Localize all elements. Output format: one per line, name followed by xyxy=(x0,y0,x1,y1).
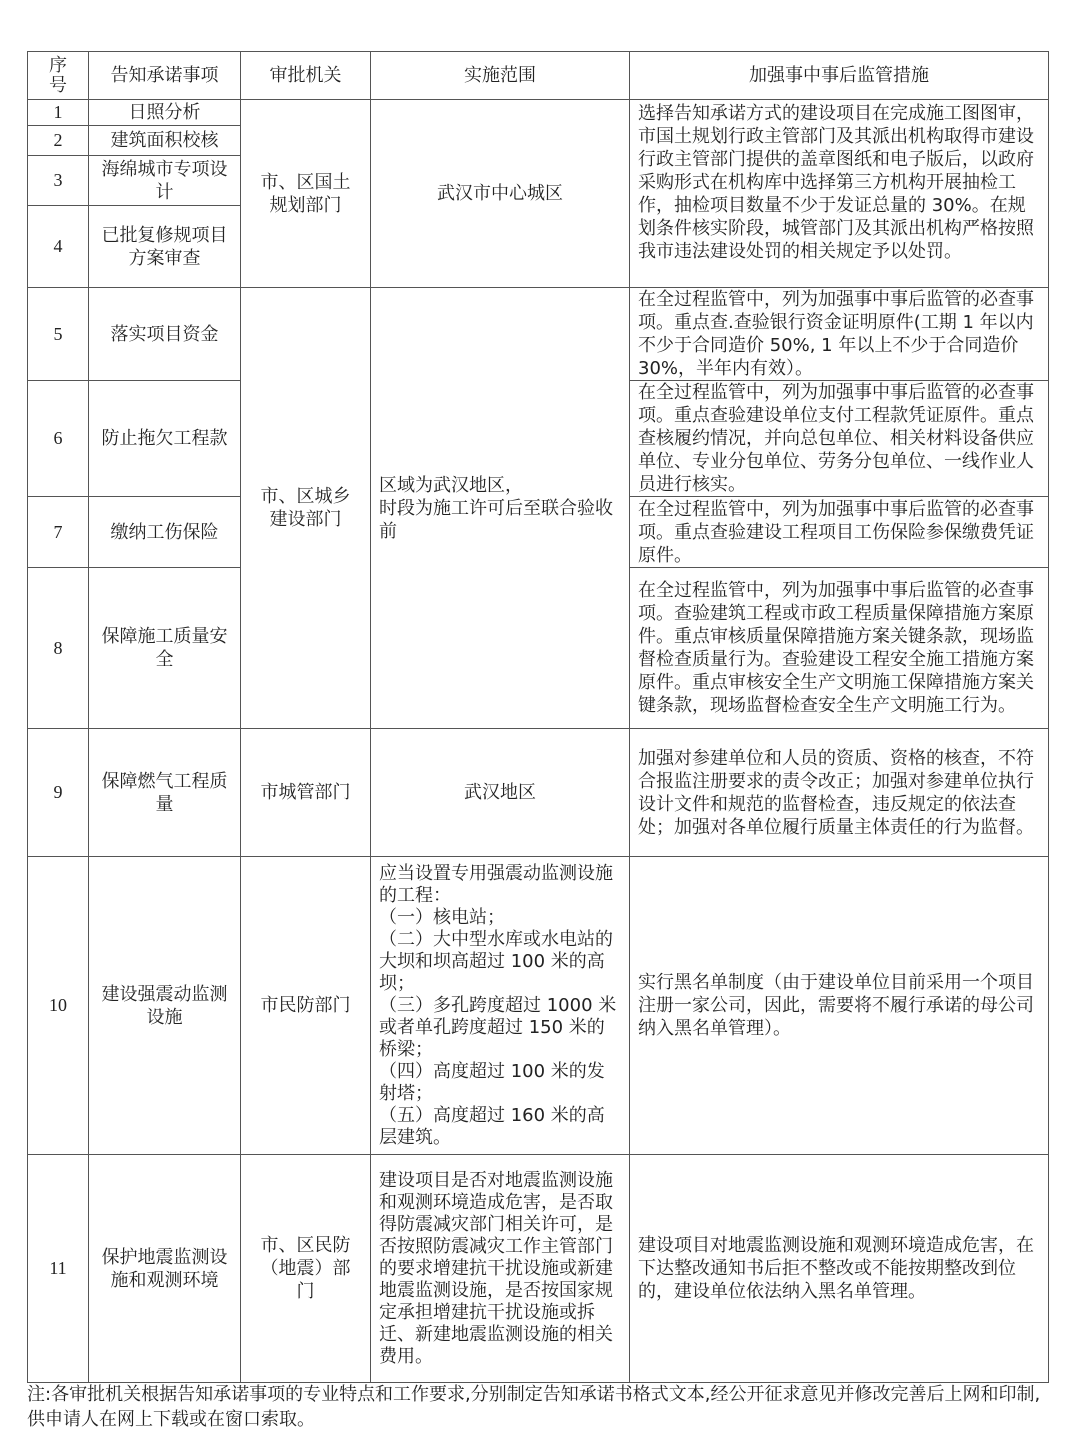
table-row xyxy=(28,1155,1049,1383)
row-number: 1 xyxy=(28,100,89,126)
row-item: 建设强震动监测设施 xyxy=(89,857,241,1155)
row-number: 9 xyxy=(28,729,89,857)
row-measures: 实行黑名单制度（由于建设单位目前采用一个项目注册一家公司，因此，需要将不履行承诺的母公司纳入黑名单管理）。 xyxy=(630,857,1049,1155)
row-scope: 区域为武汉地区， 时段为施工许可后至联合验收前 xyxy=(371,288,630,729)
row-authority: 市、区民防（地震）部门 xyxy=(241,1155,371,1383)
row-item: 保障燃气工程质量 xyxy=(89,729,241,857)
header-authority: 审批机关 xyxy=(241,52,371,100)
row-number: 8 xyxy=(28,568,89,729)
header-scope: 实施范围 xyxy=(371,52,630,100)
row-scope: 建设项目是否对地震监测设施和观测环境造成危害，是否取得防震减灾部门相关许可，是否按照防震减灾工作主管部门的要求增建抗干扰设施或新建地震监测设施，是否按国家规定承担增建抗干扰设施或拆迁、新建地震监测设施的相关费用。 xyxy=(371,1155,630,1383)
header-num: 序 号 xyxy=(28,52,89,100)
row-authority: 市民防部门 xyxy=(241,857,371,1155)
row-scope: 武汉地区 xyxy=(371,729,630,857)
row-number: 2 xyxy=(28,126,89,156)
commitment-table xyxy=(27,51,1049,1383)
row-item: 建筑面积校核 xyxy=(89,126,241,156)
row-authority: 市、区国土规划部门 xyxy=(241,100,371,288)
row-authority: 市城管部门 xyxy=(241,729,371,857)
row-item: 落实项目资金 xyxy=(89,288,241,381)
row-number: 3 xyxy=(28,156,89,206)
row-item: 缴纳工伤保险 xyxy=(89,497,241,568)
table-row xyxy=(28,729,1049,857)
row-number: 6 xyxy=(28,381,89,497)
row-measures: 在全过程监管中，列为加强事中事后监管的必查事项。重点查验建设单位支付工程款凭证原件。重点查核履约情况，并向总包单位、相关材料设备供应单位、专业分包单位、劳务分包单位、一线作业人员进行核实。 xyxy=(630,381,1049,497)
header-item: 告知承诺事项 xyxy=(89,52,241,100)
row-measures: 选择告知承诺方式的建设项目在完成施工图图审，市国土规划行政主管部门及其派出机构取得市建设行政主管部门提供的盖章图纸和电子版后，以政府采购形式在机构库中选择第三方机构开展抽检工作，抽检项目数量不少于发证总量的 30%。在规划条件核实阶段，城管部门及其派出机构严格按照我市违法建设处罚的相关规定予以处罚。 xyxy=(630,100,1049,288)
row-number: 11 xyxy=(28,1155,89,1383)
row-item: 防止拖欠工程款 xyxy=(89,381,241,497)
row-item: 日照分析 xyxy=(89,100,241,126)
table-row xyxy=(28,857,1049,1155)
row-scope: 应当设置专用强震动监测设施的工程： （一）核电站； （二）大中型水库或水电站的大坝和坝高超过 100 米的高坝； （三）多孔跨度超过 1000 米或者单孔跨度超过 150 米的桥梁； （四）高度超过 100 米的发射塔； （五）高度超过 160 米的高层建筑。 xyxy=(371,857,630,1155)
row-item: 海绵城市专项设计 xyxy=(89,156,241,206)
row-number: 10 xyxy=(28,857,89,1155)
row-item: 已批复修规项目方案审查 xyxy=(89,206,241,288)
table-row xyxy=(28,100,1049,126)
row-measures: 加强对参建单位和人员的资质、资格的核查，不符合报监注册要求的责令改正；加强对参建单位执行设计文件和规范的监督检查，违反规定的依法查处；加强对各单位履行质量主体责任的行为监督。 xyxy=(630,729,1049,857)
row-number: 4 xyxy=(28,206,89,288)
row-scope: 武汉市中心城区 xyxy=(371,100,630,288)
header-row xyxy=(28,52,1049,100)
row-number: 5 xyxy=(28,288,89,381)
table-row xyxy=(28,288,1049,381)
row-measures: 在全过程监管中，列为加强事中事后监管的必查事项。重点查验建设工程项目工伤保险参保缴费凭证原件。 xyxy=(630,497,1049,568)
row-authority: 市、区城乡建设部门 xyxy=(241,288,371,729)
header-measures: 加强事中事后监管措施 xyxy=(630,52,1049,100)
row-item: 保护地震监测设施和观测环境 xyxy=(89,1155,241,1383)
row-measures: 在全过程监管中，列为加强事中事后监管的必查事项。重点查.查验银行资金证明原件(工期 1 年以内不少于合同造价 50%, 1 年以上不少于合同造价 30%，半年内有效）。 xyxy=(630,288,1049,381)
row-measures: 建设项目对地震监测设施和观测环境造成危害，在下达整改通知书后拒不整改或不能按期整改到位的，建设单位依法纳入黑名单管理。 xyxy=(630,1155,1049,1383)
row-measures: 在全过程监管中，列为加强事中事后监管的必查事项。查验建筑工程或市政工程质量保障措施方案原件。重点审核质量保障措施方案关键条款，现场监督检查质量行为。查验建设工程安全施工措施方案原件。重点审核安全生产文明施工保障措施方案关键条款，现场监督检查安全生产文明施工行为。 xyxy=(630,568,1049,729)
row-number: 7 xyxy=(28,497,89,568)
footnote: 注:各审批机关根据告知承诺事项的专业特点和工作要求,分别制定告知承诺书格式文本,经公开征求意见并修改完善后上网和印制,供申请人在网上下载或在窗口索取。 xyxy=(27,1384,1041,1430)
row-item: 保障施工质量安全 xyxy=(89,568,241,729)
